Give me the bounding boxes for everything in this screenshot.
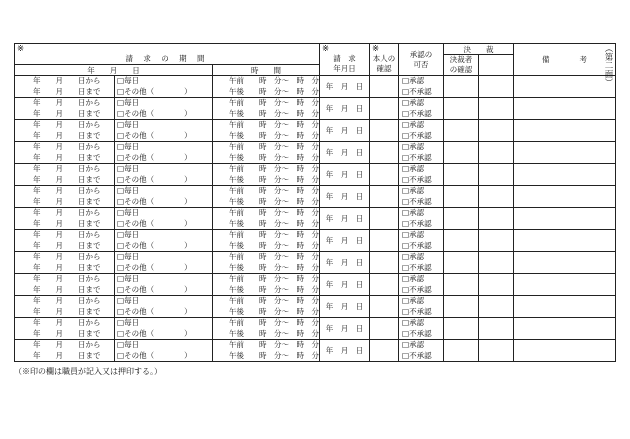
time-range[interactable]: 午前 時 分～ 時 分 午後 時 分～ 時 分 [213, 186, 320, 208]
other-checkbox[interactable]: □その他（ ） [117, 174, 192, 184]
reject-checkbox[interactable]: □不承認 [402, 86, 432, 96]
period-type[interactable] [115, 318, 213, 340]
request-date-cell[interactable]: 年 月 日 [320, 274, 370, 296]
approval-cell[interactable] [399, 252, 444, 274]
approval-cell[interactable] [399, 98, 444, 120]
table-row [15, 98, 616, 120]
other-checkbox[interactable]: □その他（ ） [117, 196, 192, 206]
request-date-cell[interactable]: 年 月 日 [320, 120, 370, 142]
approver-confirm-cell[interactable] [444, 318, 479, 340]
period-dates[interactable]: 年 月 日から 年 月 日まで [15, 120, 115, 142]
period-type[interactable] [115, 76, 213, 98]
other-checkbox[interactable]: □その他（ ） [117, 350, 192, 360]
request-date-cell[interactable]: 年 月 日 [320, 186, 370, 208]
period-type[interactable] [115, 120, 213, 142]
self-confirm-cell[interactable] [370, 296, 399, 318]
approver-confirm-cell[interactable] [444, 76, 479, 98]
decision-blank-cell[interactable] [479, 208, 514, 230]
self-confirm-cell[interactable] [370, 252, 399, 274]
remarks-header: 備 考 [514, 44, 616, 76]
date-column-header: 年 月 日 [15, 65, 213, 76]
table-row [15, 208, 616, 230]
other-checkbox[interactable]: □その他（ ） [117, 108, 192, 118]
approval-cell[interactable] [399, 120, 444, 142]
remarks-cell[interactable] [514, 274, 616, 296]
time-range[interactable]: 午前 時 分～ 時 分 午後 時 分～ 時 分 [213, 252, 320, 274]
self-confirm-cell[interactable] [370, 76, 399, 98]
time-range[interactable]: 午前 時 分～ 時 分 午後 時 分～ 時 分 [213, 98, 320, 120]
decision-blank-cell[interactable] [479, 230, 514, 252]
table-row [15, 142, 616, 164]
other-checkbox[interactable]: □その他（ ） [117, 152, 192, 162]
request-table [14, 43, 616, 362]
daily-checkbox[interactable]: □毎日 [117, 296, 140, 305]
time-range[interactable]: 午前 時 分～ 時 分 午後 時 分～ 時 分 [213, 274, 320, 296]
approve-checkbox[interactable]: □承認 [402, 230, 425, 239]
period-type[interactable] [115, 142, 213, 164]
other-checkbox[interactable]: □その他（ ） [117, 130, 192, 140]
approve-checkbox[interactable]: □承認 [402, 318, 425, 327]
daily-checkbox[interactable]: □毎日 [117, 76, 140, 85]
daily-checkbox[interactable]: □毎日 [117, 274, 140, 283]
daily-checkbox[interactable]: □毎日 [117, 186, 140, 195]
period-dates[interactable]: 年 月 日から 年 月 日まで [15, 76, 115, 98]
remarks-cell[interactable] [514, 186, 616, 208]
approval-cell[interactable] [399, 230, 444, 252]
other-checkbox[interactable]: □その他（ ） [117, 240, 192, 250]
approve-checkbox[interactable]: □承認 [402, 142, 425, 151]
other-checkbox[interactable]: □その他（ ） [117, 86, 192, 96]
self-confirm-cell[interactable] [370, 274, 399, 296]
request-date-cell[interactable]: 年 月 日 [320, 142, 370, 164]
self-confirm-cell[interactable] [370, 318, 399, 340]
table-row [15, 274, 616, 296]
table-row [15, 186, 616, 208]
period-type[interactable] [115, 208, 213, 230]
approve-checkbox[interactable]: □承認 [402, 252, 425, 261]
request-date-cell[interactable]: 年 月 日 [320, 208, 370, 230]
self-confirm-cell[interactable] [370, 208, 399, 230]
self-confirm-cell[interactable] [370, 164, 399, 186]
remarks-cell[interactable] [514, 318, 616, 340]
request-date-cell[interactable]: 年 月 日 [320, 98, 370, 120]
approver-confirm-cell[interactable] [444, 208, 479, 230]
request-date-cell[interactable]: 年 月 日 [320, 340, 370, 362]
period-type[interactable] [115, 274, 213, 296]
period-dates[interactable]: 年 月 日から 年 月 日まで [15, 252, 115, 274]
approve-checkbox[interactable]: □承認 [402, 76, 425, 85]
self-confirm-cell[interactable] [370, 340, 399, 362]
daily-checkbox[interactable]: □毎日 [117, 98, 140, 107]
approval-cell[interactable] [399, 76, 444, 98]
period-dates[interactable]: 年 月 日から 年 月 日まで [15, 164, 115, 186]
approval-cell[interactable] [399, 164, 444, 186]
self-confirm-header: ※ 本人の 確認 [370, 44, 399, 76]
remarks-cell[interactable] [514, 296, 616, 318]
period-dates[interactable]: 年 月 日から 年 月 日まで [15, 318, 115, 340]
approve-checkbox[interactable]: □承認 [402, 186, 425, 195]
decision-blank-cell[interactable] [479, 164, 514, 186]
period-type[interactable] [115, 186, 213, 208]
period-type[interactable] [115, 98, 213, 120]
reject-checkbox[interactable]: □不承認 [402, 196, 432, 206]
approver-confirm-cell[interactable] [444, 186, 479, 208]
decision-blank-cell[interactable] [479, 98, 514, 120]
time-range[interactable]: 午前 時 分～ 時 分 午後 時 分～ 時 分 [213, 142, 320, 164]
reject-checkbox[interactable]: □不承認 [402, 174, 432, 184]
time-range[interactable]: 午前 時 分～ 時 分 午後 時 分～ 時 分 [213, 120, 320, 142]
decision-blank-header [479, 55, 514, 76]
reject-checkbox[interactable]: □不承認 [402, 350, 432, 360]
approver-confirm-cell[interactable] [444, 230, 479, 252]
decision-blank-cell[interactable] [479, 274, 514, 296]
decision-blank-cell[interactable] [479, 186, 514, 208]
table-row [15, 230, 616, 252]
decision-header: 決 裁 [444, 44, 514, 55]
approver-confirm-cell[interactable] [444, 98, 479, 120]
approver-header: 決裁者 の確認 [444, 55, 479, 76]
reject-checkbox[interactable]: □不承認 [402, 130, 432, 140]
other-checkbox[interactable]: □その他（ ） [117, 328, 192, 338]
decision-blank-cell[interactable] [479, 120, 514, 142]
approval-cell[interactable] [399, 208, 444, 230]
period-type[interactable] [115, 340, 213, 362]
table-row [15, 252, 616, 274]
approver-confirm-cell[interactable] [444, 296, 479, 318]
time-range[interactable]: 午前 時 分～ 時 分 午後 時 分～ 時 分 [213, 208, 320, 230]
approve-checkbox[interactable]: □承認 [402, 164, 425, 173]
approval-cell[interactable] [399, 186, 444, 208]
time-range[interactable]: 午前 時 分～ 時 分 午後 時 分～ 時 分 [213, 296, 320, 318]
approval-cell[interactable] [399, 318, 444, 340]
reject-checkbox[interactable]: □不承認 [402, 152, 432, 162]
daily-checkbox[interactable]: □毎日 [117, 208, 140, 217]
time-range[interactable]: 午前 時 分～ 時 分 午後 時 分～ 時 分 [213, 230, 320, 252]
period-dates[interactable]: 年 月 日から 年 月 日まで [15, 296, 115, 318]
decision-blank-cell[interactable] [479, 340, 514, 362]
time-range[interactable]: 午前 時 分～ 時 分 午後 時 分～ 時 分 [213, 76, 320, 98]
remarks-cell[interactable] [514, 230, 616, 252]
reject-checkbox[interactable]: □不承認 [402, 328, 432, 338]
other-checkbox[interactable]: □その他（ ） [117, 284, 192, 294]
approve-checkbox[interactable]: □承認 [402, 208, 425, 217]
approve-checkbox[interactable]: □承認 [402, 296, 425, 305]
period-type[interactable] [115, 164, 213, 186]
request-date-cell[interactable]: 年 月 日 [320, 296, 370, 318]
table-row [15, 76, 616, 98]
remarks-cell[interactable] [514, 120, 616, 142]
remarks-cell[interactable] [514, 340, 616, 362]
table-row [15, 318, 616, 340]
reject-checkbox[interactable]: □不承認 [402, 240, 432, 250]
period-dates[interactable]: 年 月 日から 年 月 日まで [15, 98, 115, 120]
approve-checkbox[interactable]: □承認 [402, 274, 425, 283]
self-confirm-cell[interactable] [370, 120, 399, 142]
table-row [15, 120, 616, 142]
period-type[interactable] [115, 230, 213, 252]
approval-cell[interactable] [399, 274, 444, 296]
reject-checkbox[interactable]: □不承認 [402, 306, 432, 316]
request-date-cell[interactable]: 年 月 日 [320, 164, 370, 186]
self-confirm-cell[interactable] [370, 142, 399, 164]
self-confirm-cell[interactable] [370, 98, 399, 120]
reject-checkbox[interactable]: □不承認 [402, 262, 432, 272]
other-checkbox[interactable]: □その他（ ） [117, 218, 192, 228]
approver-confirm-cell[interactable] [444, 120, 479, 142]
request-date-cell[interactable]: 年 月 日 [320, 318, 370, 340]
period-dates[interactable]: 年 月 日から 年 月 日まで [15, 208, 115, 230]
approval-header: 承認の 可否 [399, 44, 444, 76]
daily-checkbox[interactable]: □毎日 [117, 142, 140, 151]
approver-confirm-cell[interactable] [444, 340, 479, 362]
decision-blank-cell[interactable] [479, 252, 514, 274]
reject-checkbox[interactable]: □不承認 [402, 108, 432, 118]
daily-checkbox[interactable]: □毎日 [117, 252, 140, 261]
decision-blank-cell[interactable] [479, 76, 514, 98]
time-range[interactable]: 午前 時 分～ 時 分 午後 時 分～ 時 分 [213, 318, 320, 340]
table-row [15, 340, 616, 362]
time-range[interactable]: 午前 時 分～ 時 分 午後 時 分～ 時 分 [213, 164, 320, 186]
other-checkbox[interactable]: □その他（ ） [117, 262, 192, 272]
period-dates[interactable]: 年 月 日から 年 月 日まで [15, 230, 115, 252]
daily-checkbox[interactable]: □毎日 [117, 164, 140, 173]
table-row [15, 296, 616, 318]
approver-confirm-cell[interactable] [444, 274, 479, 296]
period-dates[interactable]: 年 月 日から 年 月 日まで [15, 274, 115, 296]
decision-blank-cell[interactable] [479, 296, 514, 318]
request-date-cell[interactable]: 年 月 日 [320, 76, 370, 98]
request-period-header: ※ 請 求 の 期 間 [15, 44, 320, 65]
self-confirm-cell[interactable] [370, 230, 399, 252]
daily-checkbox[interactable]: □毎日 [117, 120, 140, 129]
remarks-cell[interactable] [514, 142, 616, 164]
period-dates[interactable]: 年 月 日から 年 月 日まで [15, 142, 115, 164]
approval-cell[interactable] [399, 142, 444, 164]
remarks-cell[interactable] [514, 164, 616, 186]
period-dates[interactable]: 年 月 日から 年 月 日まで [15, 340, 115, 362]
approval-cell[interactable] [399, 340, 444, 362]
footnote: （※印の欄は職員が記入又は押印する。） [14, 367, 162, 376]
self-confirm-cell[interactable] [370, 186, 399, 208]
daily-checkbox[interactable]: □毎日 [117, 318, 140, 327]
remarks-cell[interactable] [514, 252, 616, 274]
approver-confirm-cell[interactable] [444, 252, 479, 274]
period-type[interactable] [115, 296, 213, 318]
period-type[interactable] [115, 252, 213, 274]
approver-confirm-cell[interactable] [444, 142, 479, 164]
decision-blank-cell[interactable] [479, 318, 514, 340]
side-label: （第二面） [603, 44, 613, 87]
request-date-cell[interactable]: 年 月 日 [320, 252, 370, 274]
daily-checkbox[interactable]: □毎日 [117, 340, 140, 349]
approval-cell[interactable] [399, 296, 444, 318]
table-row [15, 164, 616, 186]
period-dates[interactable]: 年 月 日から 年 月 日まで [15, 186, 115, 208]
approve-checkbox[interactable]: □承認 [402, 120, 425, 129]
approve-checkbox[interactable]: □承認 [402, 98, 425, 107]
daily-checkbox[interactable]: □毎日 [117, 230, 140, 239]
other-checkbox[interactable]: □その他（ ） [117, 306, 192, 316]
request-date-header: ※ 請 求 年月日 [320, 44, 370, 76]
approver-confirm-cell[interactable] [444, 164, 479, 186]
request-date-cell[interactable]: 年 月 日 [320, 230, 370, 252]
remarks-cell[interactable] [514, 208, 616, 230]
time-column-header: 時 間 [213, 65, 320, 76]
reject-checkbox[interactable]: □不承認 [402, 284, 432, 294]
reject-checkbox[interactable]: □不承認 [402, 218, 432, 228]
remarks-cell[interactable] [514, 98, 616, 120]
time-range[interactable]: 午前 時 分～ 時 分 午後 時 分～ 時 分 [213, 340, 320, 362]
approve-checkbox[interactable]: □承認 [402, 340, 425, 349]
decision-blank-cell[interactable] [479, 142, 514, 164]
